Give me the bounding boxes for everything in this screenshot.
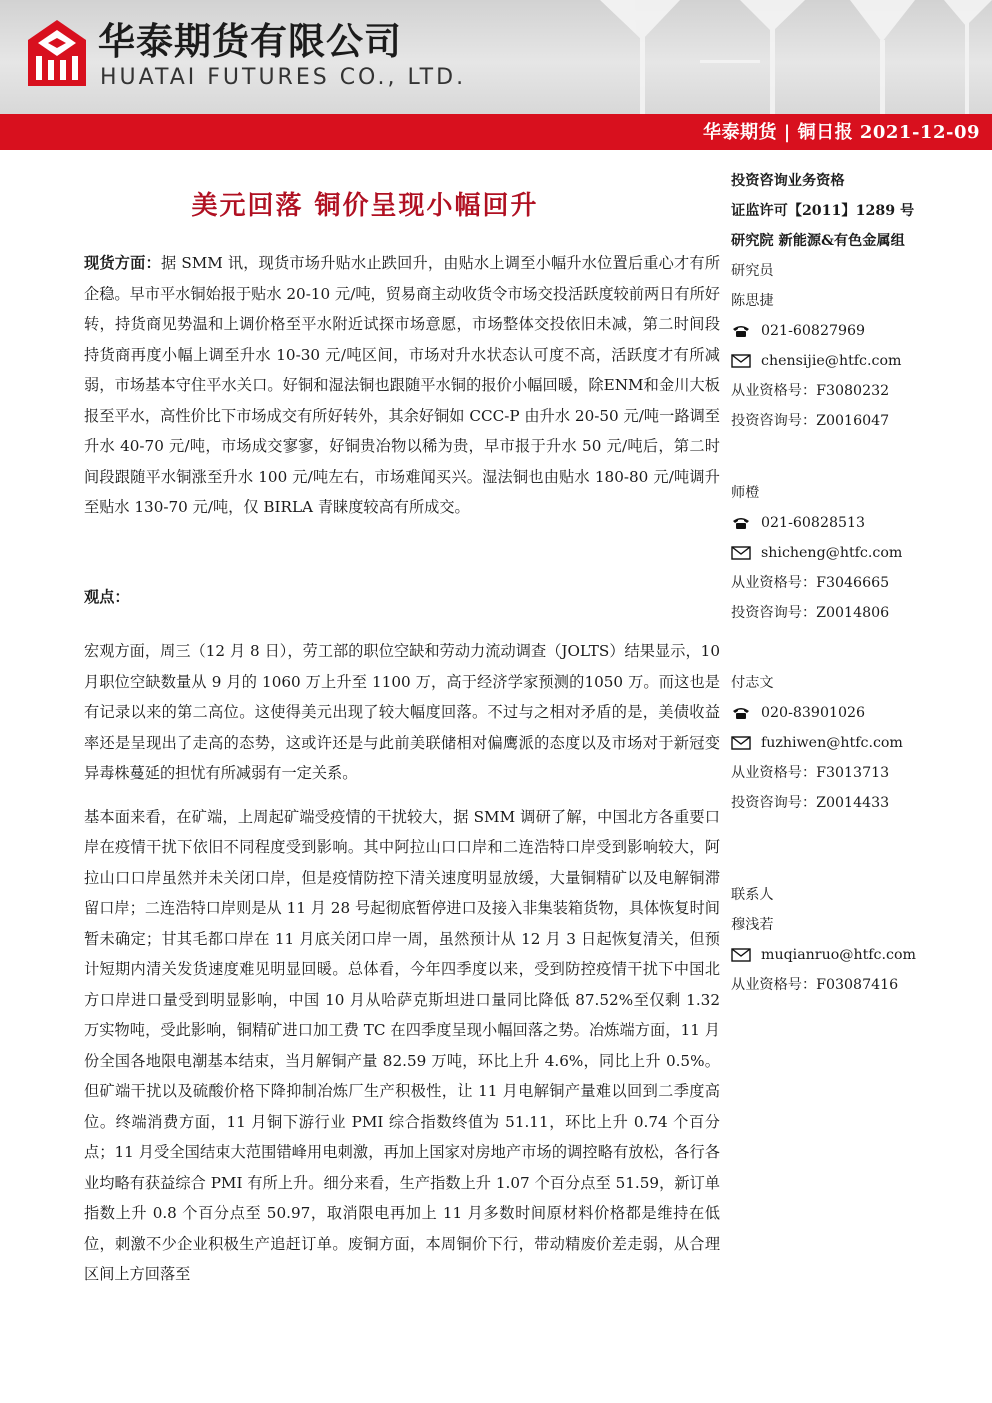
researcher-email bbox=[731, 538, 981, 568]
contact-email bbox=[731, 940, 981, 970]
contact-cert: 从业资格号：F03087416 bbox=[731, 977, 899, 993]
email-link[interactable]: shicheng@htfc.com bbox=[761, 545, 903, 561]
researcher-phone bbox=[731, 698, 981, 728]
header-band bbox=[0, 0, 992, 114]
report-date: 2021-12-09 bbox=[859, 122, 980, 143]
company-name-cn: 华泰期货有限公司 bbox=[98, 20, 402, 63]
researcher-consult: 投资咨询号：Z0014433 bbox=[731, 795, 890, 811]
report-separator: | bbox=[783, 122, 791, 143]
researcher-consult: 投资咨询号：Z0016047 bbox=[731, 413, 890, 429]
company-logo bbox=[26, 18, 88, 88]
phone-number: 020-83901026 bbox=[761, 705, 866, 721]
email-link[interactable]: chensijie@htfc.com bbox=[761, 353, 902, 369]
view-heading: 观点： bbox=[84, 587, 130, 606]
researcher-phone bbox=[731, 508, 981, 538]
researcher-cert: 从业资格号：F3046665 bbox=[731, 575, 890, 591]
macro-paragraph: 宏观方面，周三（12 月 8 日），劳工部的职位空缺和劳动力流动调查（JOLTS）结果显示，10 月职位空缺数量从 9 月的 1060 万上升至 1100 万，高于经济学家预测的1050 万。而这也是有记录以来的第二高位。这使得美元出现了较大幅度回落。不过与之相对矛盾的是，美债收益率还是呈现出了走高的态势，这或许还是与此前美联储相对偏鹰派的态度以及市场对于新冠变异毒株蔓延的担忧有所减弱有一定关系。 bbox=[84, 642, 720, 782]
license-number: 证监许可【2011】1289 号 bbox=[731, 203, 915, 219]
qualification-title: 投资咨询业务资格 bbox=[731, 173, 845, 189]
email-icon bbox=[731, 948, 751, 962]
email-link[interactable]: muqianruo@htfc.com bbox=[761, 947, 916, 963]
phone-number: 021-60828513 bbox=[761, 515, 866, 531]
sidebar bbox=[731, 166, 981, 1000]
contact-name: 穆浅若 bbox=[731, 917, 774, 933]
researcher-email bbox=[731, 346, 981, 376]
spot-paragraph bbox=[84, 248, 720, 523]
company-name-en: HUATAI FUTURES CO., LTD. bbox=[100, 65, 467, 90]
phone-icon bbox=[731, 324, 751, 338]
researcher-label: 研究员 bbox=[731, 263, 774, 279]
contact-label: 联系人 bbox=[731, 887, 774, 903]
report-line bbox=[703, 120, 980, 146]
spot-text: 据 SMM 讯，现货市场升贴水止跌回升，由贴水上调至小幅升水位置后重心才有所企稳。早市平水铜始报于贴水 20-10 元/吨，贸易商主动收货令市场交投活跃度较前两日有所好转，持货商见势温和上调价格至平水附近试探市场意愿，市场整体交投依旧未减，第二时间段持货商再度小幅上调至升水 10-30 元/吨区间，市场对升水状态认可度不高，活跃度才有所减弱，市场基本守住平水关口。好铜和湿法铜也跟随平水铜的报价小幅回暖，除ENM和金川大板报至平水，高性价比下市场成交有所好转外，其余好铜如 CCC-P 由升水 20-50 元/吨一路调至升水 40-70 元/吨，市场成交寥寥，好铜贵冶物以稀为贵，早市报于升水 50 元/吨后，第二时间段跟随平水铜涨至升水 100 元/吨左右，市场难闻买兴。湿法铜也由贴水 180-80 元/吨调升至贴水 130-70 元/吨，仅 BIRLA 青睐度较高有所成交。 bbox=[84, 254, 721, 516]
phone-icon bbox=[731, 706, 751, 720]
email-link[interactable]: fuzhiwen@htfc.com bbox=[761, 735, 903, 751]
report-type: 铜日报 bbox=[797, 122, 854, 143]
fundamentals-paragraph: 基本面来看，在矿端，上周起矿端受疫情的干扰较大，据 SMM 调研了解，中国北方各重要口岸在疫情干扰下依旧不同程度受到影响。其中阿拉山口口岸和二连浩特口岸受到影响较大，阿拉山口口岸虽然并未关闭口岸，但是疫情防控下清关速度明显放缓，大量铜精矿以及电解铜滞留口岸；二连浩特口岸则是从 11 月 28 号起彻底暂停进口及接入非集装箱货物，具体恢复时间暂未确定；甘其毛都口岸在 11 月底关闭口岸一周，虽然预计从 12 月 3 日起恢复清关，但预计短期内清关发货速度难见明显回暖。总体看，今年四季度以来，受到防控疫情干扰下中国北方口岸进口量受到明显影响，中国 10 月从哈萨克斯坦进口量同比降低 87.52%至仅剩 1.32 万实物吨，受此影响，铜精矿进口加工费 TC 在四季度呈现小幅回落之势。冶炼端方面，11 月份全国各地限电潮基本结束，当月解铜产量 82.59 万吨，环比上升 4.6%，同比上升 0.5%。但矿端干扰以及硫酸价格下降抑制冶炼厂生产积极性，让 11 月电解铜产量难以回到二季度高位。终端消费方面，11 月铜下游行业 PMI 综合指数终值为 51.11，环比上升 0.74 个百分点；11 月受全国结束大范围错峰用电刺激，再加上国家对房地产市场的调控略有放松，各行各业均略有获益综合 PMI 有所上升。细分来看，生产指数上升 1.07 个百分点至 51.59，新订单指数上升 0.8 个百分点至 50.97，取消限电再加上 11 月多数时间原材料价格都是维持在低位，刺激不少企业积极生产追赶订单。废铜方面，本周铜价下行，带动精废价差走弱，从合理区间上方回落至 bbox=[84, 807, 720, 1283]
spot-heading: 现货方面： bbox=[84, 254, 161, 272]
researcher-name: 付志文 bbox=[731, 675, 774, 691]
email-icon bbox=[731, 546, 751, 560]
email-icon bbox=[731, 354, 751, 368]
researcher-email bbox=[731, 728, 981, 758]
phone-icon bbox=[731, 516, 751, 530]
researcher-name: 陈思捷 bbox=[731, 293, 774, 309]
report-title: 美元回落 铜价呈现小幅回升 bbox=[191, 191, 539, 221]
researcher-cert: 从业资格号：F3013713 bbox=[731, 765, 890, 781]
researcher-cert: 从业资格号：F3080232 bbox=[731, 383, 890, 399]
researcher-consult: 投资咨询号：Z0014806 bbox=[731, 605, 890, 621]
email-icon bbox=[731, 736, 751, 750]
department: 研究院 新能源&有色金属组 bbox=[731, 233, 905, 249]
phone-number: 021-60827969 bbox=[761, 323, 866, 339]
report-brand: 华泰期货 bbox=[702, 122, 777, 143]
main-column bbox=[84, 248, 720, 1290]
researcher-name: 师橙 bbox=[731, 485, 760, 501]
researcher-phone bbox=[731, 316, 981, 346]
